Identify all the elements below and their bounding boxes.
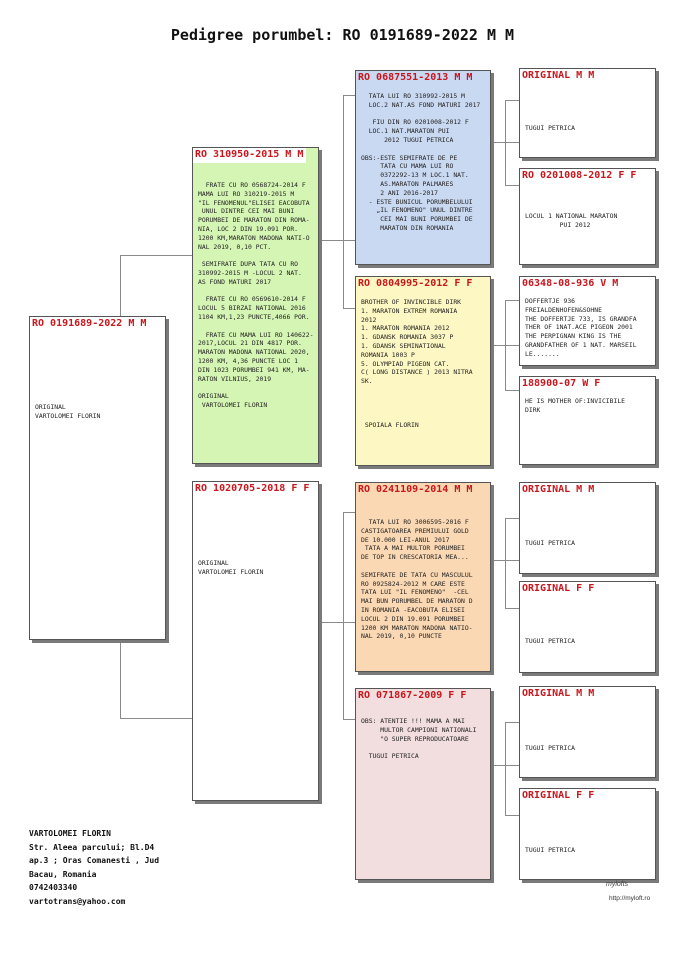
connector (318, 622, 356, 623)
pigeon-notes: TATA LUI RO 3006595-2016 F CASTIGATOAREA PREMIULUI GOLD DE 10.000 LEI-ANUL 2017 TATA A MAI MULTOR PORUMBEI DE TOP IN CRESCATORIA MEA... SEMIFRATE DE TATA CU MASCULUL RO 0925824-2012 M CARE ESTE TATA LUI "IL FENOMENO" -CEL MAI BUN PORUMBEL DE MARATON D IN ROMANIA -EACOBUTA ELISEI LOCUL 2 DIN 19.091 PORUMBEI 1200 KM MARATON MADONA NATIO- NAL 2019, 0,10 PUNCTE (361, 518, 473, 641)
ring-number: RO 0804995-2012 F F (358, 278, 473, 289)
ring-number: 06348-08-936 V M (519, 276, 621, 292)
connector (343, 240, 344, 308)
connector (505, 185, 520, 186)
connector (120, 255, 121, 317)
ring-number: RO 071867-2009 F F (358, 690, 467, 701)
connector (120, 255, 192, 256)
pigeon-card-sire-dam[interactable] (355, 276, 491, 466)
pigeon-notes: FRATE CU RO 0568724-2014 F MAMA LUI RO 310219-2015 M "IL FENOMENUL"ELISEI EACOBUTA UNUL DINTRE CEI MAI BUNI PORUMBEI DE MARATON DIN ROMA- NIA, LOC 2 DIN 19.091 POR. 1200 KM,MARATON MADONA NATI-O NAL 2019, 0,10 PCT. SEMIFRATE DUPA TATA CU RO 310992-2015 M -LOCUL 2 NAT. AS FOND MATURI 2017 FRATE CU RO 0569610-2014 F LOCUL 5 BIRZAI NATIONAL 2016 1104 KM,1,23 PUNCTE,4066 POR. FRATE CU MAMA LUI RO 140622- 2017,LOCUL 21 DIN 4817 POR. MARATON MADONA NATIONAL 2020, 1200 KM, 4,36 PUNCTE LOC 1 DIN 1023 PORUMBEI 941 KM, MA- RATON VILNIUS, 2019 ORIGINAL VARTOLOMEI FLORIN (198, 181, 314, 409)
pigeon-notes: ORIGINAL VARTOLOMEI FLORIN (35, 403, 101, 420)
owner-address-1: Str. Aleea parcului; Bl.D4 (29, 842, 155, 852)
pigeon-notes: TATA LUI RO 310992-2015 M LOC.2 NAT.AS FOND MATURI 2017 FIU DIN RO 0201008-2012 F LOC.1 NAT.MARATON PUI 2012 TUGUI PETRICA OBS:-ESTE SEMIFRATE DE PE TATA CU MAMA LUI RO 0372292-13 M LOC.1 NAT. AS.MARATON PALMARES 2 ANI 2016-2017 - ESTE BUNICUL PORUMBELULUI „IL FENOMENO" UNUL DINTRE CEI MAI BUNI PORUMBEI DE MARATON DIN ROMANIA (361, 92, 481, 232)
owner-name: VARTOLOMEI FLORIN (29, 829, 111, 838)
ring-number: RO 0241109-2014 M M (358, 484, 473, 495)
connector (505, 722, 520, 723)
connector (343, 95, 344, 240)
owner-phone: 0742403340 (29, 883, 78, 893)
ring-number: ORIGINAL M M (519, 68, 597, 84)
pigeon-notes: TUGUI PETRICA (525, 744, 576, 752)
pigeon-card-ddd[interactable] (519, 788, 656, 880)
ring-number: RO 0201008-2012 F F (519, 168, 639, 184)
pigeon-card-dam[interactable] (192, 481, 319, 801)
pigeon-card-dam-dam[interactable] (355, 688, 491, 880)
ring-number: ORIGINAL F F (519, 788, 597, 804)
owner-address-3: Bacau, Romania (29, 869, 97, 879)
ring-number: ORIGINAL M M (519, 482, 597, 498)
connector (505, 300, 506, 390)
connector (505, 100, 506, 185)
pigeon-notes: ORIGINAL VARTOLOMEI FLORIN (198, 559, 264, 576)
connector (505, 390, 520, 391)
connector (505, 518, 520, 519)
pigeon-card-sdd[interactable] (519, 376, 656, 465)
owner-address-2: ap.3 ; Oras Comanesti , Jud (29, 856, 160, 866)
pigeon-card-dss[interactable] (519, 482, 656, 574)
connector (505, 300, 520, 301)
connector (318, 240, 356, 241)
pigeon-card-sire[interactable] (192, 147, 319, 464)
connector (505, 608, 520, 609)
pigeon-notes: LOCUL 1 NATIONAL MARATON PUI 2012 (525, 212, 618, 229)
pigeon-notes: TUGUI PETRICA (525, 637, 576, 645)
pigeon-notes: TUGUI PETRICA (525, 539, 576, 547)
owner-email[interactable]: vartotrans@yahoo.com (29, 896, 126, 906)
pigeon-notes: TUGUI PETRICA (525, 124, 576, 132)
pigeon-card-ssd[interactable] (519, 168, 656, 265)
ring-number: 188900-07 W F (519, 376, 603, 392)
pigeon-notes: DOFFERTJE 936 FREIALDENHOFEN&SOHNE THE DOFFERTJE 733, IS GRANDFA THER OF 1NAT.ACE PIGEON 2001 THE PERPIGNAN KING IS THE GRANDFATHER OF 1 NAT. MARSEIL LE....... (525, 297, 637, 358)
owner-contact (29, 827, 159, 909)
ring-number: ORIGINAL M M (519, 686, 597, 702)
connector (343, 622, 344, 719)
ring-number: ORIGINAL F F (519, 581, 597, 597)
pigeon-card-dsd[interactable] (519, 581, 656, 673)
pigeon-card-sss[interactable] (519, 68, 656, 158)
pigeon-card-dds[interactable] (519, 686, 656, 778)
pigeon-card-sds[interactable] (519, 276, 656, 366)
site-logo: mylofts (606, 881, 629, 888)
ring-number: RO 0687551-2013 M M (358, 72, 473, 83)
pigeon-notes: BROTHER OF INVINCIBLE DIRK 1. MARATON EXTREM ROMANIA 2012 1. MARATON ROMANIA 2012 1. GDANSK ROMANIA 3037 P 1. GDANSK SEMINATIONAL ROMANIA 1003 P 5. OLYMPIAD PIGEON CAT. C( LONG DISTANCE ) 2013 NITRA SK. SPOIALA FLORIN (361, 298, 473, 430)
connector (505, 100, 520, 101)
connector (120, 718, 192, 719)
pigeon-card-subject[interactable] (29, 316, 166, 640)
ring-number: RO 0191689-2022 M M (29, 316, 149, 332)
pigeon-notes: HE IS MOTHER OF:INVICIBILE DIRK (525, 397, 626, 414)
connector (120, 638, 121, 718)
connector (505, 722, 506, 815)
site-url[interactable]: http://myloft.ro (609, 895, 651, 902)
pigeon-notes: OBS: ATENTIE !!! MAMA A MAI MULTOR CAMPIONI NATIONALI "O SUPER REPRODUCATOARE TUGUI PETRICA (361, 717, 477, 761)
page-title: Pedigree porumbel: RO 0191689-2022 M M (170, 26, 515, 44)
ring-number: RO 1020705-2018 F F (192, 481, 312, 497)
pigeon-card-dam-sire[interactable] (355, 482, 491, 672)
connector (343, 512, 344, 622)
ring-number: RO 310950-2015 M M (192, 147, 306, 163)
pigeon-card-sire-sire[interactable] (355, 70, 491, 265)
connector (505, 815, 520, 816)
connector (505, 518, 506, 608)
pigeon-notes: TUGUI PETRICA (525, 846, 576, 854)
